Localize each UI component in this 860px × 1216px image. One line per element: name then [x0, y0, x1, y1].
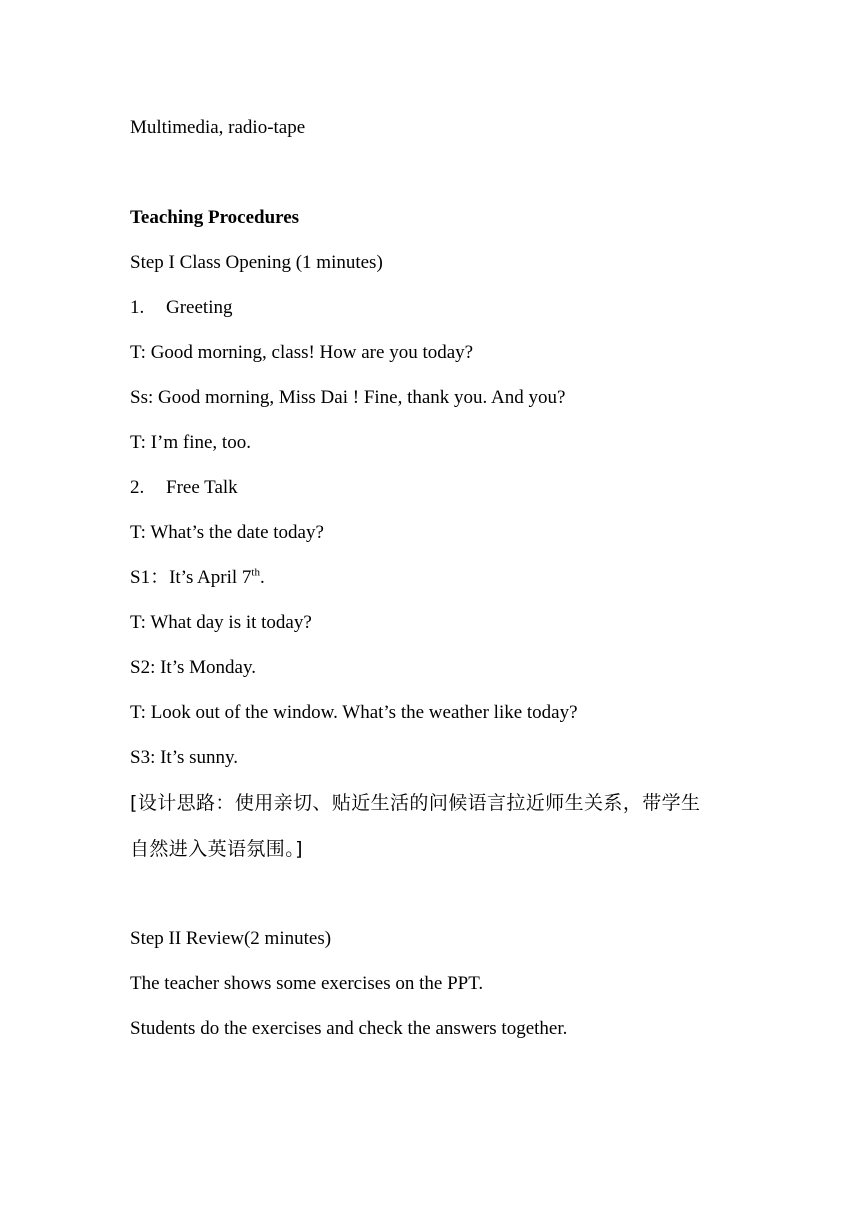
dialogue-line — [130, 566, 265, 590]
dialogue-line: T: Good morning, class! How are you today? — [130, 342, 474, 363]
step2-title: Step II Review(2 minutes) — [130, 928, 332, 949]
design-note-line: [设计思路：使用亲切、贴近生活的问候语言拉近师生关系，带学生 — [130, 792, 701, 814]
list-item-free-talk — [130, 476, 238, 500]
list-number: 2. — [130, 477, 145, 498]
step1-title: Step I Class Opening (1 minutes) — [130, 252, 383, 273]
ordinal-suffix: th — [251, 566, 260, 579]
list-label: Greeting — [166, 297, 233, 318]
section-heading: Teaching Procedures — [130, 207, 300, 228]
paragraph-line: Students do the exercises and check the answers together. — [130, 1018, 568, 1039]
list-number: 1. — [130, 297, 145, 318]
dialogue-text: S1：It’s April 7 — [130, 567, 252, 588]
list-label: Free Talk — [166, 477, 238, 498]
dialogue-line: T: I’m fine, too. — [130, 432, 251, 453]
dialogue-line: S2: It’s Monday. — [130, 657, 256, 678]
materials-text: Multimedia, radio-tape — [130, 117, 306, 138]
dialogue-line: T: Look out of the window. What’s the weather like today? — [130, 702, 578, 723]
design-note-line: 自然进入英语氛围。] — [130, 838, 303, 860]
dialogue-line: T: What day is it today? — [130, 612, 312, 633]
dialogue-line: Ss: Good morning, Miss Dai ! Fine, thank you. And you? — [130, 387, 566, 408]
dialogue-line: S3: It’s sunny. — [130, 747, 239, 768]
paragraph-line: The teacher shows some exercises on the PPT. — [130, 973, 484, 994]
list-item-greeting — [130, 296, 232, 320]
dialogue-line: T: What’s the date today? — [130, 522, 324, 543]
dialogue-punct: . — [259, 567, 265, 588]
